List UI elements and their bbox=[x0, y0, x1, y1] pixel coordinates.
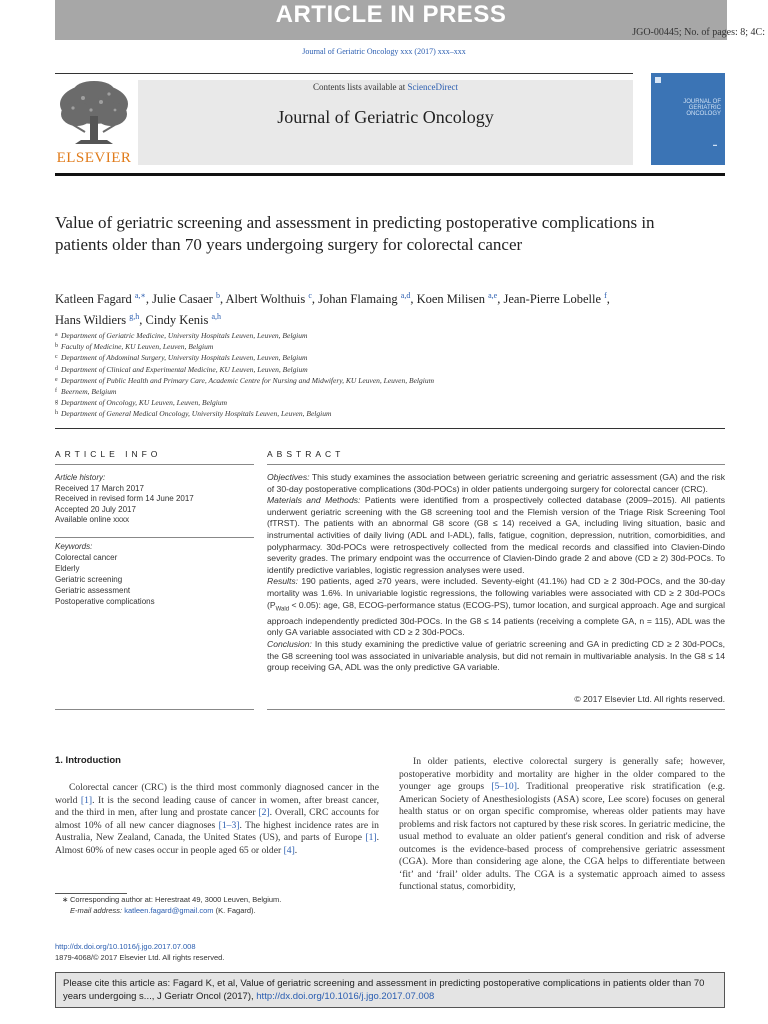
author-4[interactable]: Johan Flamaing $^{a,d}$, bbox=[318, 291, 417, 307]
keywords-list bbox=[55, 541, 255, 607]
journal-cover-thumbnail[interactable] bbox=[651, 73, 725, 165]
paper-title: Value of geriatric screening and assessment in predicting postoperative complications in patients older than 70 years undergoing surgery for colorectal cancer bbox=[55, 213, 655, 254]
corresponding-author-footnote: ∗ Corresponding author at: Herestraat 49, 3000 Leuven, Belgium. E-mail address: katleen.fagard@gmail.com (K. Fagard). bbox=[62, 895, 282, 915]
affiliation-item: b Faculty of Medicine, KU Leuven, Leuven, Belgium bbox=[55, 342, 214, 352]
author-8[interactable]: Cindy Kenis $^{a,h}$ bbox=[145, 312, 222, 328]
cover-logo-icon bbox=[655, 77, 661, 83]
article-in-press-label: ARTICLE IN PRESS bbox=[275, 1, 507, 28]
abstract-rule bbox=[267, 464, 725, 465]
contents-prefix: Contents lists available at bbox=[313, 82, 408, 92]
introduction-heading: 1. Introduction bbox=[55, 755, 121, 766]
citation-link[interactable]: [2] bbox=[258, 807, 270, 818]
abstract-body bbox=[267, 472, 725, 674]
history-item: Received 17 March 2017 bbox=[55, 483, 144, 493]
contents-line bbox=[138, 82, 633, 92]
keyword-item: Postoperative complications bbox=[55, 597, 155, 606]
journal-title[interactable]: Journal of Geriatric Oncology bbox=[277, 107, 494, 127]
history-label: Article history: bbox=[55, 473, 106, 482]
author-7[interactable]: Hans Wildiers $^{g,h}$, bbox=[55, 312, 146, 328]
manuscript-ref-code: JGO-00445; No. of pages: 8; 4C: bbox=[632, 27, 765, 38]
author-1[interactable]: Katleen Fagard $^{a,∗}$, bbox=[55, 291, 153, 307]
author-list bbox=[55, 287, 715, 329]
keyword-item: Elderly bbox=[55, 564, 80, 573]
abstract-methods: Materials and Methods: Patients were identified from a prospectively collected database (2009–2015). All patients underwent geriatric screening with the G8 screening tool and the Flemish version of the Triage Risk Screening Tool (fTRST). The patients with an abnormal G8 score (G8 ≤ 14) received a GA, including living situation, basic and instrumental activities of daily living (ADL and I-ADL), falls, fatigue, cognition, depression, nutrition, comorbidities, and polypharmacy. 30d-POCs were retrospectively collected from the medical records and classified into Clavien-Dindo severity grades. The primary endpoint was the occurrence of Clavien-Dindo grade 2 and above (CD ≥ 2) 30d-POCs. To identify predictive variables, logistic regression analyses were used. bbox=[267, 495, 725, 575]
abstract-conclusion: Conclusion: In this study examining the predictive value of geriatric screening and GA in predicting CD ≥ 2 30d-POCs, the G8 screening tool was associated in univariable analysis, but did not remain in multivariable analysis. In the G8 ≤ 14 group receiving GA, ADL was the only predictive GA variable. bbox=[267, 639, 725, 673]
keywords-label: Keywords: bbox=[55, 542, 93, 551]
citation-link[interactable]: [1] bbox=[365, 832, 377, 843]
cover-title bbox=[659, 99, 721, 117]
history-item: Received in revised form 14 June 2017 bbox=[55, 494, 194, 503]
body-column-right: In older patients, elective colorectal surgery is generally safe; however, postoperative morbidity and mortality are higher in the older compared to the younger age groups [5–10]. Traditional preoperative risk stratification (e.g. American Society of Anesthesiologists (ASA) score, Lee score) focuses on general health status or on organ specific compromise, whereas older patients may have problems and risk factors not captured by these risk scores. In geriatric medicine, the usual method to evaluate an older patient's general condition and risk of adverse outcomes is the evidence-based process of comprehensive geriatric assessment (CGA). More than considering age alone, the CGA helps to differentiate between ‘fit’ and ‘frail’ older adults. The CGA is a systematic approach aimed to assess functional status, comorbidity, bbox=[399, 756, 725, 892]
citation-link[interactable]: [1] bbox=[80, 794, 93, 806]
publisher-name: ELSEVIER bbox=[56, 150, 132, 166]
article-info-heading: ARTICLE INFO bbox=[55, 449, 162, 459]
cover-title-line-2: GERIATRIC bbox=[688, 105, 721, 111]
body-column-left: Colorectal cancer (CRC) is the third most commonly diagnosed cancer in the world [1]. It is the second leading cause of cancer in women, after breast cancer, and the third in men, after lung and prostate cancer [2]. Overall, CRC accounts for almost 10% of all new cancer diagnoses [1–3]. The highest incidence rates are in Australia, New Zealand, Canada, the United States (US), and parts of Europe [1]. Almost 60% of new cases occur in people aged 65 or older [4]. bbox=[55, 782, 379, 856]
citation-doi-link[interactable]: http://dx.doi.org/10.1016/j.jgo.2017.07.008 bbox=[256, 991, 435, 1002]
article-info-rule bbox=[55, 709, 254, 710]
affiliation-item: g Department of Oncology, KU Leuven, Leuven, Belgium bbox=[55, 398, 228, 408]
citation-link[interactable]: [5–10] bbox=[491, 781, 517, 792]
elsevier-logo[interactable] bbox=[55, 80, 133, 172]
article-in-press-banner bbox=[55, 0, 727, 40]
abstract-copyright: © 2017 Elsevier Ltd. All rights reserved. bbox=[574, 694, 725, 704]
affiliation-item: e Department of Public Health and Primary Care, Academic Centre for Nursing and Midwifery, KU Leuven, Leuven, Belgium bbox=[55, 375, 435, 385]
masthead-top-rule bbox=[55, 73, 633, 74]
affiliations-list bbox=[55, 330, 715, 420]
journal-masthead bbox=[138, 80, 633, 165]
cover-decoration-icon: ▬ bbox=[713, 142, 717, 147]
author-5[interactable]: Koen Milisen $^{a,e}$, bbox=[416, 291, 504, 307]
keyword-item: Geriatric screening bbox=[55, 575, 123, 584]
keyword-item: Geriatric assessment bbox=[55, 586, 131, 595]
email-link[interactable]: katleen.fagard@gmail.com bbox=[124, 906, 214, 915]
abstract-rule bbox=[267, 709, 725, 710]
article-info-rule bbox=[55, 464, 254, 465]
doi-link[interactable]: http://dx.doi.org/10.1016/j.jgo.2017.07.008 bbox=[55, 942, 196, 951]
history-item: Available online xxxx bbox=[55, 515, 130, 524]
cover-title-line-3: ONCOLOGY bbox=[686, 111, 721, 117]
author-2[interactable]: Julie Casaer $^b$, bbox=[152, 291, 226, 307]
abstract-objectives: Objectives: This study examines the association between geriatric screening and geriatric assessment (GA) and the risk of 30-day postoperative complications (30d-POCs) in older patients undergoing surgery for colorectal cancer (CRC). bbox=[267, 472, 725, 494]
article-history bbox=[55, 473, 255, 526]
citation-link[interactable]: [4] bbox=[283, 844, 295, 856]
article-info-rule bbox=[55, 537, 254, 538]
affiliation-item: f Beernem, Belgium bbox=[55, 387, 117, 397]
cite-this-article-box bbox=[55, 972, 725, 1008]
affiliation-item: h Department of General Medical Oncology, University Hospitals Leuven, Leuven, Belgium bbox=[55, 409, 332, 419]
author-6[interactable]: Jean-Pierre Lobelle $^f$, bbox=[503, 291, 610, 307]
sciencedirect-link[interactable]: ScienceDirect bbox=[407, 82, 458, 92]
author-3[interactable]: Albert Wolthuis $^c$, bbox=[225, 291, 319, 307]
citation-link[interactable]: [1–3] bbox=[218, 819, 240, 831]
citation-text: Please cite this article as: Fagard K, et al, Value of geriatric screening and assessment in predicting postoperative complications in patients older than 70 years undergoing s..., J Geriatr Oncol (2017), http://dx.doi.org/10.1016/j.jgo.2017.07.008 bbox=[63, 978, 705, 1002]
affiliation-item: c Department of Abdominal Surgery, University Hospitals Leuven, Leuven, Belgium bbox=[55, 353, 308, 363]
issn-copyright: 1879-4068/© 2017 Elsevier Ltd. All rights reserved. bbox=[55, 953, 225, 962]
affiliation-item: d Department of Clinical and Experimental Medicine, KU Leuven, Leuven, Belgium bbox=[55, 364, 308, 374]
masthead-bottom-rule bbox=[55, 173, 725, 176]
cover-title-line-1: JOURNAL OF bbox=[683, 99, 721, 105]
keyword-item: Colorectal cancer bbox=[55, 553, 118, 562]
section-rule bbox=[55, 428, 725, 429]
running-head[interactable]: Journal of Geriatric Oncology xxx (2017) xxx–xxx bbox=[302, 47, 466, 56]
history-item: Accepted 20 July 2017 bbox=[55, 504, 136, 514]
abstract-heading: ABSTRACT bbox=[267, 449, 345, 459]
affiliation-item: a Department of Geriatric Medicine, University Hospitals Leuven, Leuven, Belgium bbox=[55, 331, 308, 340]
abstract-results: Results: 190 patients, aged ≥70 years, were included. Seventy-eight (41.1%) had CD ≥ 2 30d-POCs, and the 30-day mortality was 1.6%. In univariable logistic regressions, the following variables were associated with CD ≥ 2 30d-POCs $(P_{Wald} < 0.05)$: age, G8, ECOG-performance status (ECOG-PS), tumor location, and surgical approach. Age and surgical approach independently predicted 30d-POCs. In the G8 ≤ 14 patients (receiving a complete GA, n = 115), ADL was the only GA variable associated with CD ≥ 2 30d-POCs. bbox=[267, 576, 725, 638]
